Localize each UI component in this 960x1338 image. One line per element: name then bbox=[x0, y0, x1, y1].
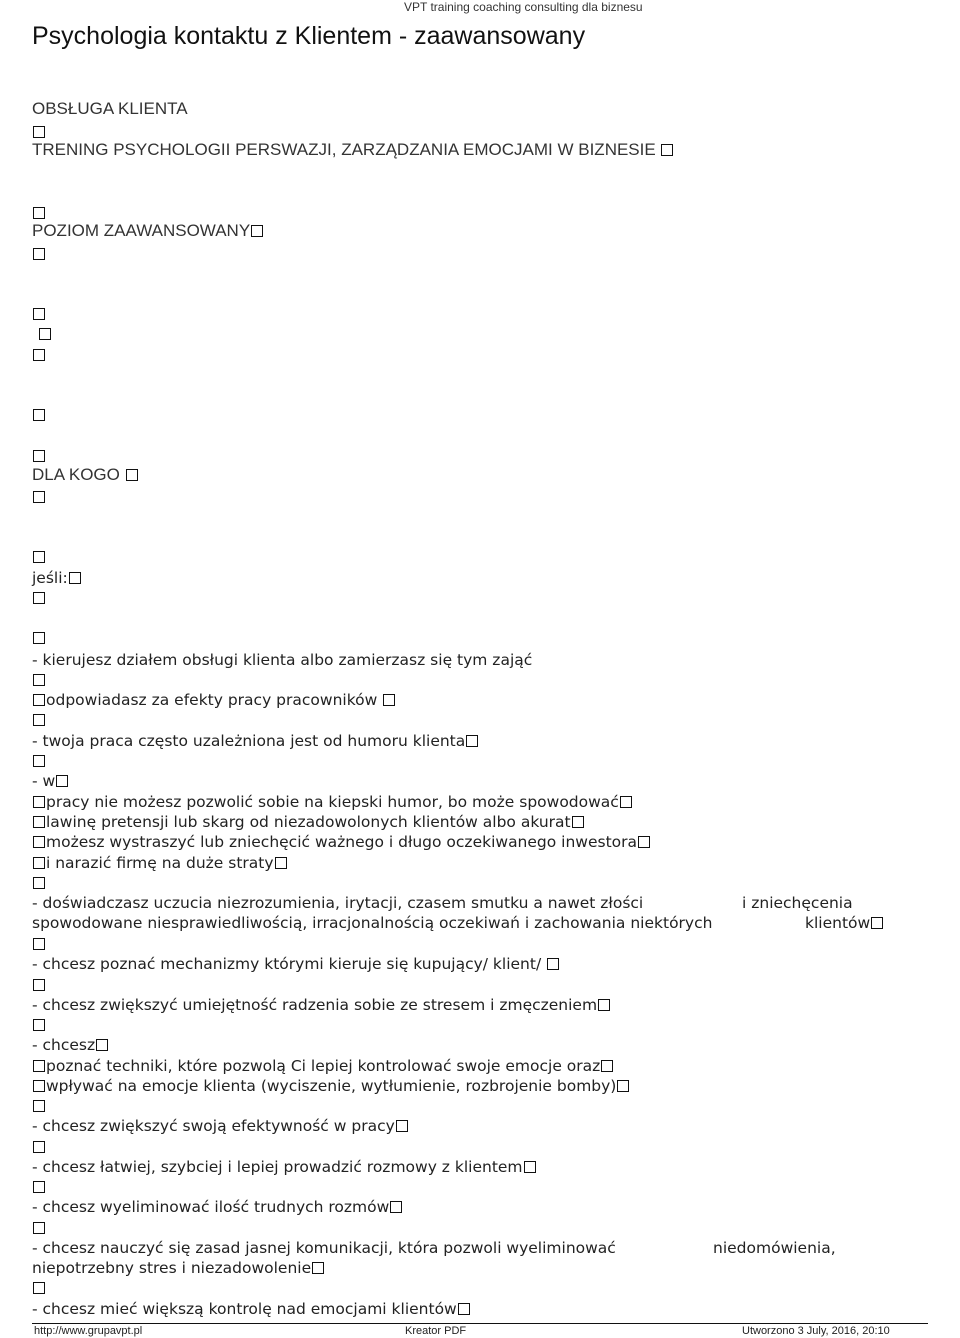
bullet-line: wpływać na emocje klienta (wyciszenie, wytłumienie, rozbrojenie bomby) bbox=[32, 1076, 630, 1096]
placeholder-glyph bbox=[33, 349, 45, 361]
bullet-line: - chcesz zwiększyć swoją efektywność w pracy bbox=[32, 1116, 409, 1136]
bullet-line-continuation: niedomówienia, bbox=[713, 1239, 836, 1257]
placeholder-glyph bbox=[33, 938, 45, 950]
placeholder-glyph bbox=[33, 1080, 45, 1092]
heading-dla-kogo: DLA KOGO bbox=[32, 465, 139, 485]
placeholder-glyph bbox=[661, 144, 673, 156]
placeholder-glyph bbox=[390, 1201, 402, 1213]
bullet-line: - chcesz poznać mechanizmy którymi kieruje się kupujący/ klient/ bbox=[32, 954, 560, 974]
bullet-line: - chcesz mieć większą kontrolę nad emocjami klientów bbox=[32, 1299, 471, 1319]
placeholder-glyph bbox=[33, 714, 45, 726]
placeholder-glyph bbox=[33, 877, 45, 889]
bullet-line: możesz wystraszyć lub zniechęcić ważnego i długo oczekiwanego inwestora bbox=[32, 832, 651, 852]
bullet-line: - w bbox=[32, 771, 69, 791]
bullet-line: pracy nie możesz pozwolić sobie na kiepski humor, bo może spowodować bbox=[32, 792, 633, 812]
placeholder-glyph bbox=[871, 917, 883, 929]
placeholder-glyph bbox=[39, 328, 51, 340]
placeholder-glyph bbox=[33, 694, 45, 706]
placeholder-glyph bbox=[524, 1161, 536, 1173]
placeholder-glyph bbox=[33, 816, 45, 828]
footer-url-link[interactable]: http://www.grupavpt.pl bbox=[34, 1325, 143, 1337]
heading-poziom: POZIOM ZAAWANSOWANY bbox=[32, 221, 264, 241]
placeholder-glyph bbox=[33, 1222, 45, 1234]
placeholder-glyph bbox=[56, 775, 68, 787]
placeholder-glyph bbox=[396, 1120, 408, 1132]
placeholder-glyph bbox=[33, 1141, 45, 1153]
placeholder-glyph bbox=[33, 308, 45, 320]
bullet-line: - chcesz wyeliminować ilość trudnych rozmów bbox=[32, 1197, 403, 1217]
bullet-line: - chcesz zwiększyć umiejętność radzenia sobie ze stresem i zmęczeniem bbox=[32, 995, 611, 1015]
placeholder-glyph bbox=[33, 1060, 45, 1072]
placeholder-glyph bbox=[33, 248, 45, 260]
placeholder-glyph bbox=[598, 999, 610, 1011]
placeholder-glyph bbox=[33, 126, 45, 138]
running-header: VPT training coaching consulting dla biznesu bbox=[404, 0, 643, 14]
bullet-line: poznać techniki, które pozwolą Ci lepiej kontrolować swoje emocje oraz bbox=[32, 1056, 614, 1076]
placeholder-glyph bbox=[126, 469, 138, 481]
placeholder-glyph bbox=[69, 572, 81, 584]
bullet-line: - chcesz bbox=[32, 1035, 109, 1055]
placeholder-glyph bbox=[33, 755, 45, 767]
placeholder-glyph bbox=[33, 207, 45, 219]
footer-generator: Kreator PDF bbox=[405, 1325, 467, 1337]
bullet-line-continuation: klientów bbox=[805, 913, 884, 933]
bullet-line: - doświadczasz uczucia niezrozumienia, irytacji, czasem smutku a nawet złości bbox=[32, 894, 644, 912]
placeholder-glyph bbox=[33, 857, 45, 869]
placeholder-glyph bbox=[383, 694, 395, 706]
bullet-line: - chcesz łatwiej, szybciej i lepiej prowadzić rozmowy z klientem bbox=[32, 1157, 537, 1177]
bullet-line: spowodowane niesprawiedliwością, irracjonalnością oczekiwań i zachowania niektórych bbox=[32, 914, 713, 932]
placeholder-glyph bbox=[33, 491, 45, 503]
placeholder-glyph bbox=[96, 1039, 108, 1051]
placeholder-glyph bbox=[33, 674, 45, 686]
placeholder-glyph bbox=[572, 816, 584, 828]
heading-training-line: TRENING PSYCHOLOGII PERSWAZJI, ZARZĄDZANIA EMOCJAMI W BIZNESIE bbox=[32, 140, 674, 160]
placeholder-glyph bbox=[33, 450, 45, 462]
placeholder-glyph bbox=[275, 857, 287, 869]
bullet-line: - kierujesz działem obsługi klienta albo zamierzasz się tym zająć bbox=[32, 651, 533, 669]
footer-created-date: Utworzono 3 July, 2016, 20:10 bbox=[742, 1325, 890, 1337]
bullet-line: lawinę pretensji lub skarg od niezadowolonych klientów albo akurat bbox=[32, 812, 585, 832]
bullet-line: - chcesz nauczyć się zasad jasnej komunikacji, która pozwoli wyeliminować bbox=[32, 1239, 616, 1257]
placeholder-glyph bbox=[33, 979, 45, 991]
bullet-line: - twoja praca często uzależniona jest od humoru klienta bbox=[32, 731, 479, 751]
placeholder-glyph bbox=[33, 409, 45, 421]
jesli-line: jeśli: bbox=[32, 568, 82, 588]
page-title: Psychologia kontaktu z Klientem - zaawansowany bbox=[32, 22, 586, 50]
placeholder-glyph bbox=[33, 632, 45, 644]
heading-obsluga-klienta: OBSŁUGA KLIENTA bbox=[32, 99, 188, 118]
bullet-line-continuation: i zniechęcenia bbox=[742, 894, 853, 912]
bullet-line: odpowiadasz za efekty pracy pracowników bbox=[32, 690, 396, 710]
placeholder-glyph bbox=[33, 1181, 45, 1193]
placeholder-glyph bbox=[251, 225, 263, 237]
placeholder-glyph bbox=[33, 1100, 45, 1112]
placeholder-glyph bbox=[312, 1262, 324, 1274]
placeholder-glyph bbox=[601, 1060, 613, 1072]
bullet-line: i narazić firmę na duże straty bbox=[32, 853, 288, 873]
footer-divider bbox=[32, 1323, 928, 1324]
bullet-line: niepotrzebny stres i niezadowolenie bbox=[32, 1258, 325, 1278]
placeholder-glyph bbox=[638, 836, 650, 848]
placeholder-glyph bbox=[466, 735, 478, 747]
placeholder-glyph bbox=[458, 1303, 470, 1315]
placeholder-glyph bbox=[617, 1080, 629, 1092]
placeholder-glyph bbox=[33, 592, 45, 604]
placeholder-glyph bbox=[33, 1282, 45, 1294]
placeholder-glyph bbox=[33, 836, 45, 848]
placeholder-glyph bbox=[547, 958, 559, 970]
placeholder-glyph bbox=[33, 796, 45, 808]
placeholder-glyph bbox=[33, 551, 45, 563]
placeholder-glyph bbox=[620, 796, 632, 808]
placeholder-glyph bbox=[33, 1019, 45, 1031]
